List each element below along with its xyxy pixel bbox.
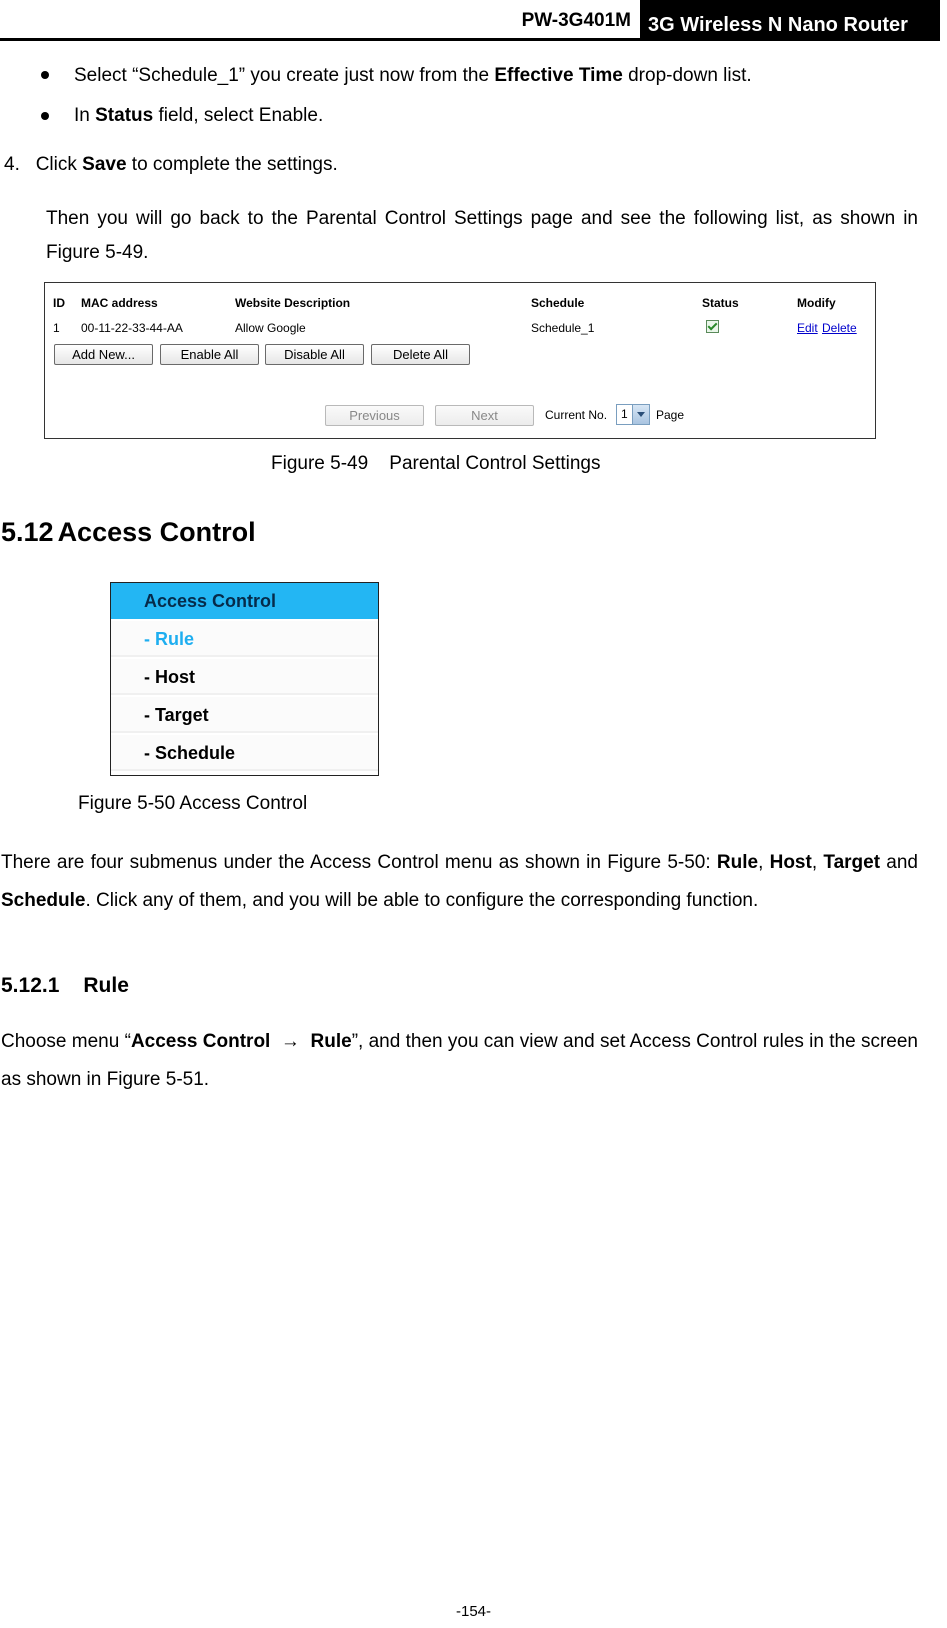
text-bold: Target [823,852,881,873]
enable-all-button[interactable]: Enable All [160,344,259,365]
next-button[interactable]: Next [435,405,534,426]
cell-mac: 00-11-22-33-44-AA [81,321,183,335]
text: field, select Enable. [153,105,324,126]
text: , [811,852,824,873]
text: In [74,105,96,126]
bullet-status [74,104,323,128]
header-model: PW-3G401M [521,10,631,31]
access-control-menu-figure [110,582,379,776]
text-bold: Access Control [130,1031,271,1052]
step-4 [4,153,338,177]
col-modify: Modify [797,296,836,310]
menu-item-host[interactable]: - Host [111,659,378,695]
header-title: 3G Wireless N Nano Router [640,0,940,38]
cell-schedule: Schedule_1 [531,321,595,335]
disable-all-button[interactable]: Disable All [265,344,364,365]
menu-access-control[interactable]: Access Control [111,583,378,619]
menu-item-rule[interactable]: - Rule [111,621,378,657]
text: There are four submenus under the Access Control menu as shown in Figure 5-50: [1,852,717,873]
section-heading [1,517,256,548]
text: Choose menu “ [1,1031,131,1052]
subsection-heading [1,974,129,998]
text-bold: Rule [716,852,759,873]
cell-desc: Allow Google [235,321,306,335]
text: Select “Schedule_1” you create just now from the [74,65,495,86]
bullet-dot [41,112,49,120]
header-rule [0,38,940,41]
cell-id: 1 [53,321,60,335]
bullet-effective-time [74,64,752,88]
page-select-value: 1 [621,407,628,421]
col-status: Status [702,296,739,310]
text-bold: Host [769,852,812,873]
section-number: 5.12 [1,517,54,547]
then-paragraph: Then you will go back to the Parental Control Settings page and see the following list, as shown in Figure 5-49. [46,208,918,263]
previous-button[interactable]: Previous [325,405,424,426]
text-bold: Save [82,154,127,175]
text-bold: Effective Time [494,65,623,86]
figure50-caption: Figure 5-50 Access Control [78,793,308,814]
delete-all-button[interactable]: Delete All [371,344,470,365]
parental-control-table-figure [44,282,876,439]
figure49-caption: Figure 5-49 Parental Control Settings [271,453,601,474]
col-id: ID [53,296,65,310]
text-bold: Rule [310,1031,352,1052]
subsection-title: Rule [83,974,129,997]
page-header [0,0,940,40]
chevron-down-icon [632,405,649,424]
page-label: Page [656,408,685,422]
col-schedule: Schedule [531,296,585,310]
delete-link[interactable]: Delete [822,321,857,335]
arrow-icon: → [280,1031,300,1052]
page-number: -154- [455,1603,492,1620]
rule-paragraph [1,1023,918,1099]
status-checkbox[interactable] [706,320,719,333]
text-bold: Status [95,105,154,126]
page-select[interactable] [616,404,650,425]
menu-item-target[interactable]: - Target [111,697,378,733]
text: . Click any of them, and you will be able to configure the corresponding function. [85,890,759,911]
step-number: 4. [4,154,20,175]
text: , [758,852,770,873]
add-new-button[interactable]: Add New... [54,344,153,365]
col-desc: Website Description [235,296,351,310]
bullet-dot [41,71,49,79]
text: to complete the settings. [126,154,338,175]
edit-link[interactable]: Edit [797,321,818,335]
text: Click [35,154,83,175]
menu-item-schedule[interactable]: - Schedule [111,735,378,771]
text-bold: Schedule [1,890,86,911]
text: and [880,852,918,873]
current-no-label: Current No. [545,408,608,422]
subsection-number: 5.12.1 [1,974,60,997]
submenus-paragraph [1,844,918,920]
col-mac: MAC address [81,296,158,310]
text: ”, and then you can view and set Access Control rules in the screen as shown in Figure 5-51. [1,1031,918,1090]
section-title: Access Control [57,517,256,547]
text: drop-down list. [622,65,752,86]
